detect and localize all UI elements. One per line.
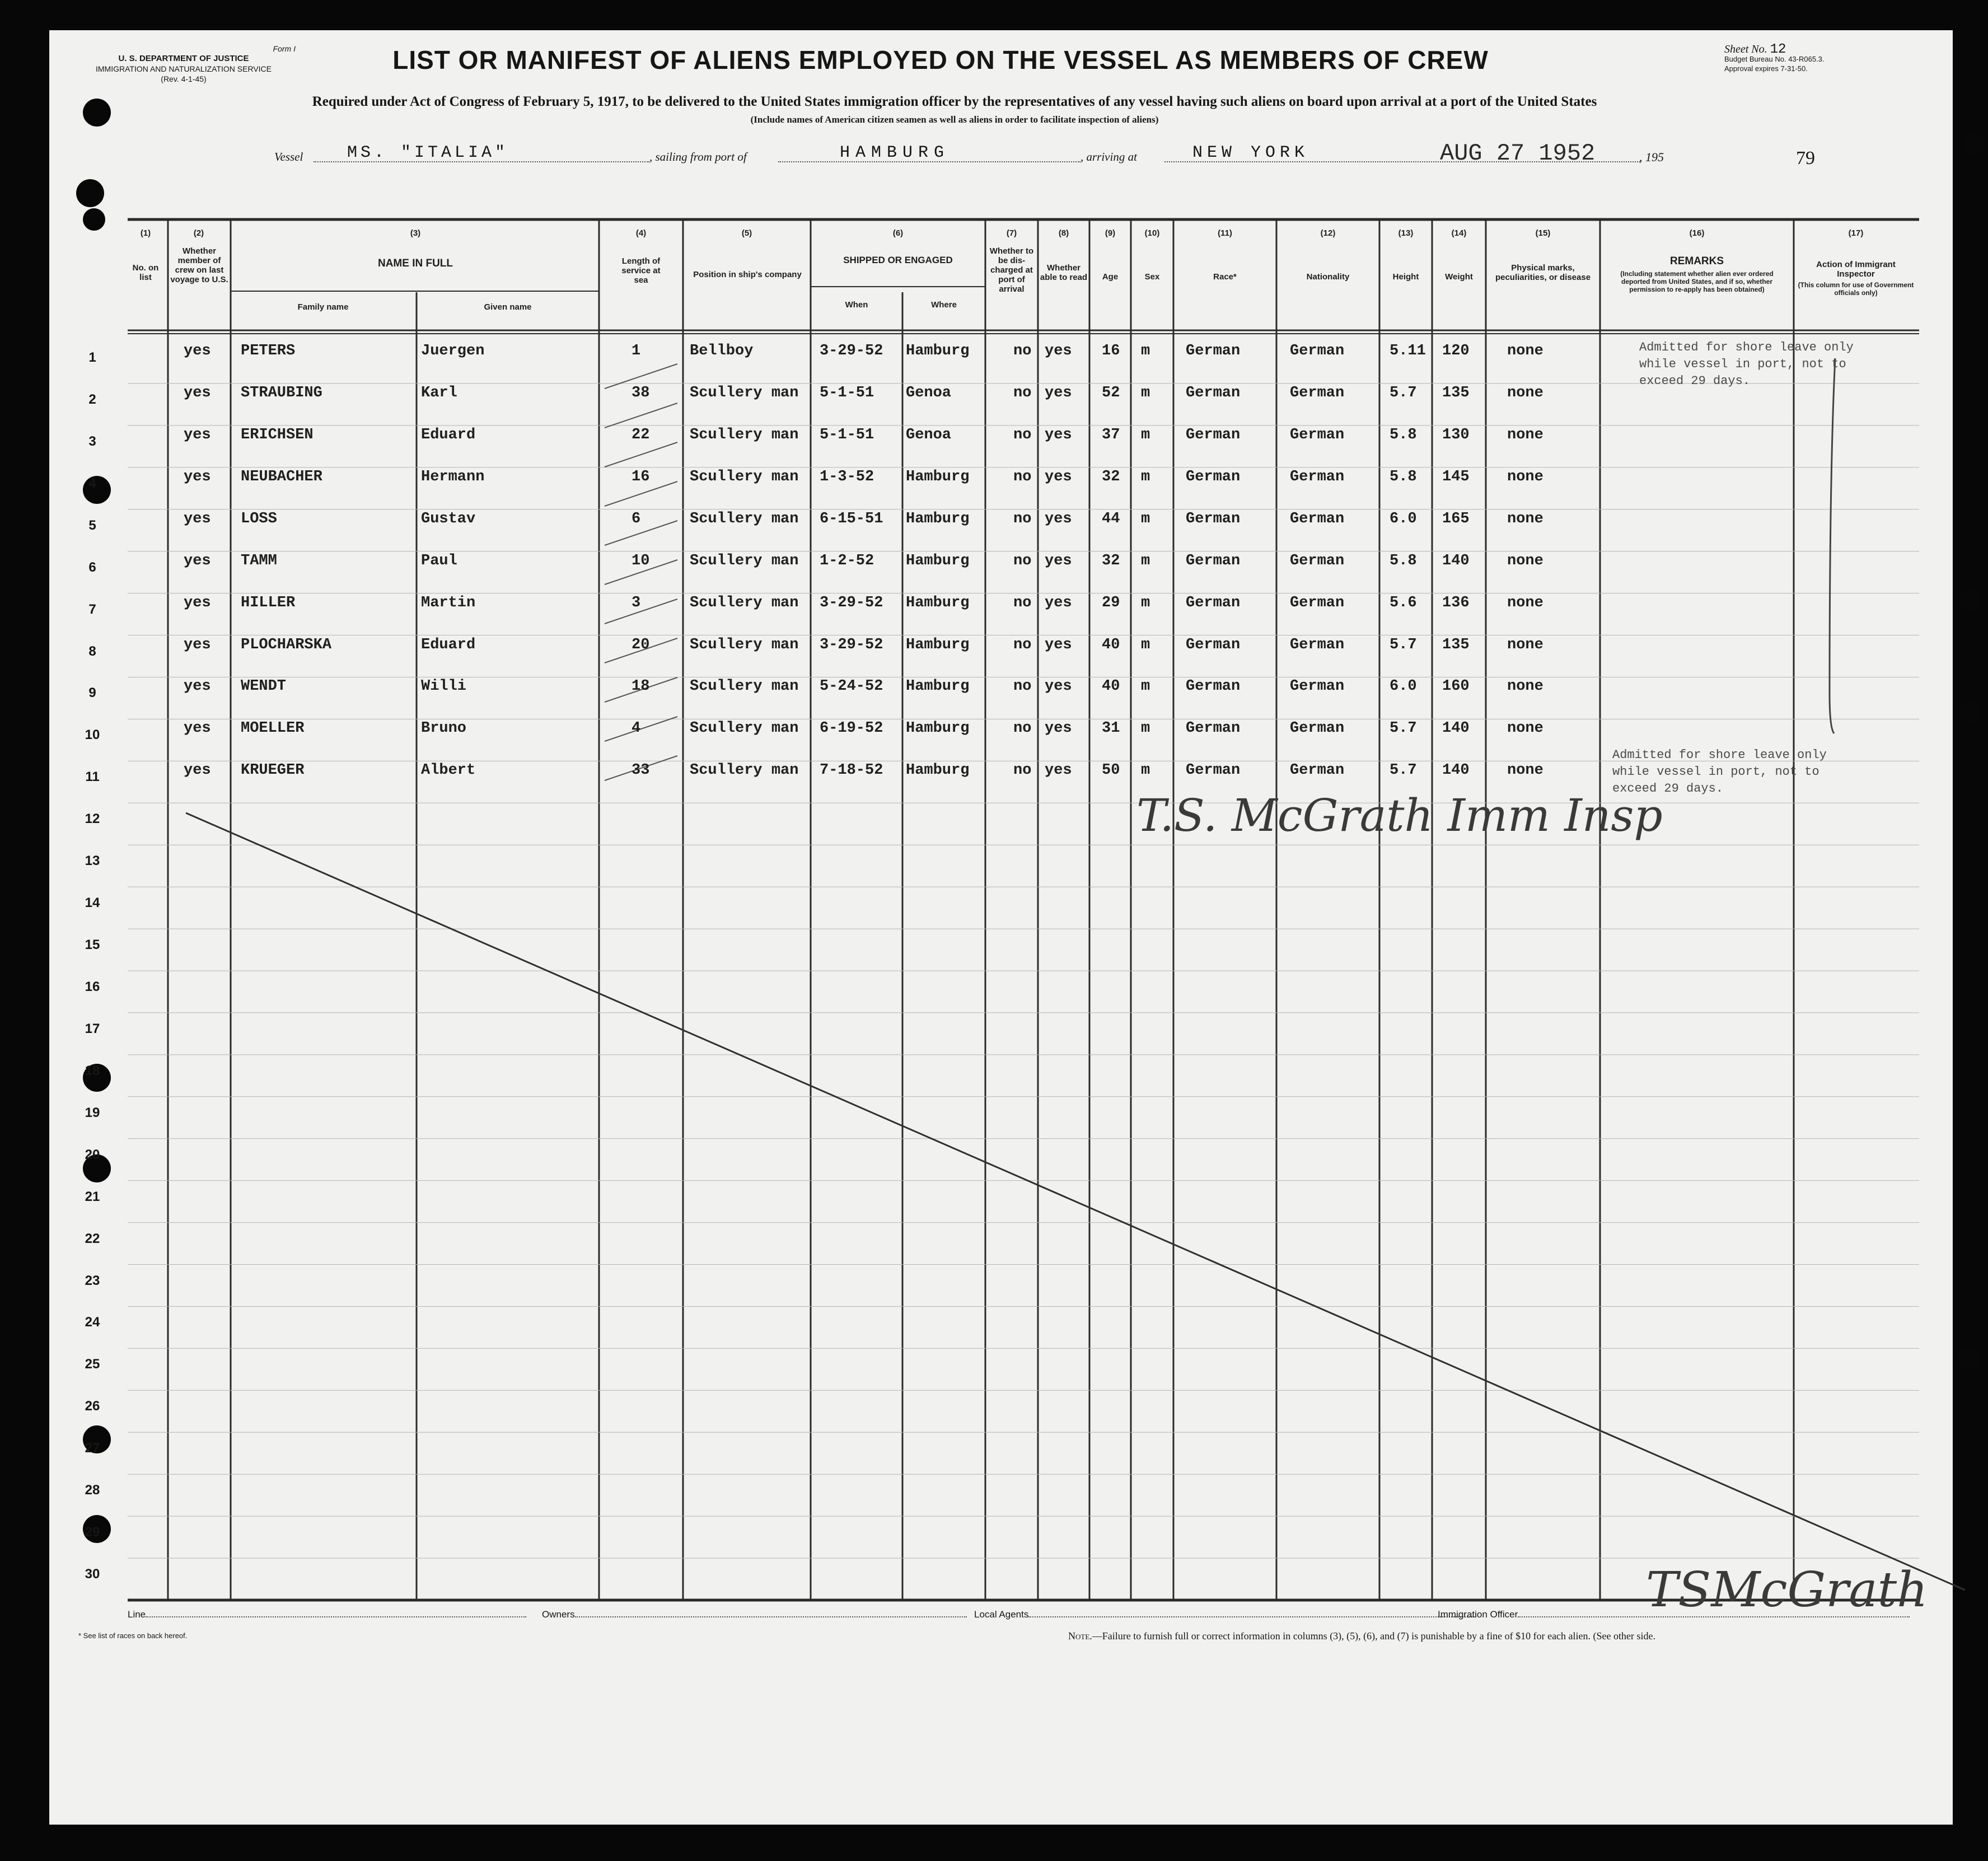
row-number: 5	[88, 517, 96, 533]
col-1-number: (1)	[140, 228, 151, 238]
weight: 120	[1442, 343, 1470, 359]
nationality: German	[1290, 510, 1345, 527]
able-to-read: yes	[1045, 426, 1072, 443]
col-15-number: (15)	[1535, 228, 1551, 238]
given-name: Bruno	[421, 720, 467, 737]
row-number: 13	[85, 853, 100, 869]
col-physical: Physical marks, peculiarities, or disease	[1495, 263, 1591, 282]
col-12-number: (12)	[1320, 228, 1336, 238]
col-action: Action of Immigrant Inspector	[1816, 260, 1896, 279]
col-nationality: Nationality	[1306, 272, 1350, 282]
age: 40	[1102, 678, 1120, 695]
row-number: 11	[85, 769, 100, 785]
tally-stroke	[605, 403, 677, 428]
row-number: 1	[88, 350, 96, 365]
race: German	[1186, 552, 1241, 569]
row-number: 24	[85, 1315, 100, 1330]
col-when: When	[845, 300, 868, 310]
col-age: Age	[1102, 272, 1119, 282]
race: German	[1186, 510, 1241, 527]
age: 29	[1102, 594, 1120, 611]
length-of-service: 10	[632, 552, 650, 569]
able-to-read: yes	[1045, 552, 1072, 569]
row-number: 9	[88, 685, 96, 701]
col-no-on-list: No. on list	[132, 263, 159, 282]
row-number: 28	[85, 1483, 100, 1498]
to-be-discharged: no	[1013, 552, 1032, 569]
row-number: 16	[85, 979, 100, 994]
note-text: —Failure to furnish full or correct information in columns (3), (5), (6), and (7) is punishable by a fine of $10 for each alien. (See other side.	[1092, 1630, 1655, 1642]
approval-expiry: Approval expires 7-31-50.	[1724, 64, 1808, 73]
race: German	[1186, 384, 1241, 401]
row-number: 17	[85, 1021, 100, 1036]
col-name-in-full: NAME IN FULL	[377, 258, 453, 269]
engaged-date: 5-1-51	[820, 384, 874, 401]
sheet-number: 12	[1770, 42, 1786, 57]
engaged-date: 3-29-52	[820, 594, 883, 611]
col-position: Position in ship's company	[693, 270, 802, 279]
row-number: 29	[85, 1525, 100, 1540]
budget-bureau: Budget Bureau No. 43-R065.3.	[1724, 55, 1825, 63]
crew-member-yes: yes	[184, 426, 211, 443]
race: German	[1186, 426, 1241, 443]
row-number: 4	[88, 475, 96, 491]
length-of-service: 3	[632, 594, 641, 611]
age: 16	[1102, 343, 1120, 359]
nationality: German	[1290, 552, 1345, 569]
sex: m	[1141, 678, 1150, 695]
engaged-port: Hamburg	[906, 762, 970, 779]
length-of-service: 1	[632, 343, 641, 359]
footer-agents	[974, 1609, 1476, 1620]
sex: m	[1141, 720, 1150, 737]
col-where: Where	[931, 300, 957, 310]
nationality: German	[1290, 468, 1345, 485]
row-number: 14	[85, 895, 100, 911]
col-14-number: (14)	[1451, 228, 1467, 238]
age: 40	[1102, 636, 1120, 653]
sailing-label: , sailing from port of	[649, 150, 747, 163]
port-from: HAMBURG	[840, 143, 950, 162]
able-to-read: yes	[1045, 678, 1072, 695]
able-to-read: yes	[1045, 510, 1072, 527]
engaged-port: Hamburg	[906, 720, 970, 737]
family-name: KRUEGER	[241, 762, 305, 779]
physical-marks: none	[1507, 384, 1543, 401]
given-name: Martin	[421, 594, 476, 611]
port-to: NEW YORK	[1192, 143, 1309, 162]
family-name: WENDT	[241, 678, 287, 695]
col-6-number: (6)	[892, 228, 904, 238]
nationality: German	[1290, 720, 1345, 737]
row-number: 19	[85, 1105, 100, 1120]
col-discharged: Whether to be dis-charged at port of arrival	[989, 246, 1034, 294]
race: German	[1186, 720, 1241, 737]
nationality: German	[1290, 426, 1345, 443]
weight: 165	[1442, 510, 1470, 527]
race: German	[1186, 636, 1241, 653]
engaged-date: 6-15-51	[820, 510, 883, 527]
physical-marks: none	[1507, 636, 1543, 653]
physical-marks: none	[1507, 762, 1543, 779]
sex: m	[1141, 636, 1150, 653]
sex: m	[1141, 594, 1150, 611]
crew-member-yes: yes	[184, 762, 211, 779]
ship-position: Scullery man	[690, 510, 799, 527]
arriving-label: , arriving at	[1080, 150, 1137, 163]
length-of-service: 18	[632, 678, 650, 695]
col-9-number: (9)	[1105, 228, 1116, 238]
col-member: Whether member of crew on last voyage to U.S.	[170, 246, 228, 284]
ship-position: Scullery man	[690, 636, 799, 653]
weight: 130	[1442, 426, 1470, 443]
engaged-date: 1-3-52	[820, 468, 874, 485]
nationality: German	[1290, 678, 1345, 695]
col-height: Height	[1392, 272, 1419, 282]
able-to-read: yes	[1045, 762, 1072, 779]
col-race: Race*	[1213, 272, 1237, 282]
able-to-read: yes	[1045, 343, 1072, 359]
vessel-name: MS. "ITALIA"	[347, 143, 509, 162]
height: 6.0	[1390, 678, 1417, 695]
physical-marks: none	[1507, 552, 1543, 569]
family-name: PETERS	[241, 343, 296, 359]
nationality: German	[1290, 384, 1345, 401]
col-family-name: Family name	[297, 302, 349, 312]
agents-label: Local Agents	[974, 1609, 1029, 1620]
family-name: HILLER	[241, 594, 296, 611]
age: 50	[1102, 762, 1120, 779]
crew-member-yes: yes	[184, 720, 211, 737]
col-able-read: Whether able to read	[1040, 263, 1088, 282]
given-name: Hermann	[421, 468, 485, 485]
engaged-port: Hamburg	[906, 594, 970, 611]
crew-member-yes: yes	[184, 678, 211, 695]
owners-label: Owners	[542, 1609, 575, 1620]
remark-shore-leave-bottom: Admitted for shore leave only while vessel in port, not to exceed 29 days.	[1612, 748, 1827, 796]
crew-member-yes: yes	[184, 594, 211, 611]
sex: m	[1141, 426, 1150, 443]
row-number: 8	[88, 643, 96, 659]
col-action-sub: (This column for use of Government officials only)	[1798, 281, 1914, 297]
form-revision: (Rev. 4-1-45)	[161, 74, 207, 83]
race: German	[1186, 468, 1241, 485]
height: 5.8	[1390, 468, 1417, 485]
row-number: 21	[85, 1189, 100, 1204]
row-number: 22	[85, 1231, 100, 1246]
col-remarks-sub: (Including statement whether alien ever ordered deported from United States, and if so, whether permission to re-apply has been obtained)	[1620, 270, 1774, 293]
engaged-date: 3-29-52	[820, 636, 883, 653]
engaged-date: 7-18-52	[820, 762, 883, 779]
length-of-service: 38	[632, 384, 650, 401]
family-name: STRAUBING	[241, 384, 322, 401]
age: 32	[1102, 552, 1120, 569]
height: 5.6	[1390, 594, 1417, 611]
height: 5.11	[1390, 343, 1426, 359]
physical-marks: none	[1507, 594, 1543, 611]
able-to-read: yes	[1045, 468, 1072, 485]
to-be-discharged: no	[1013, 343, 1032, 359]
row-number: 20	[85, 1147, 100, 1162]
race: German	[1186, 594, 1241, 611]
engaged-port: Hamburg	[906, 552, 970, 569]
height: 5.7	[1390, 384, 1417, 401]
col-4-number: (4)	[635, 228, 647, 238]
col-5-number: (5)	[741, 228, 752, 238]
physical-marks: none	[1507, 343, 1543, 359]
tally-stroke	[605, 521, 677, 545]
physical-marks: none	[1507, 426, 1543, 443]
row-number: 30	[85, 1567, 100, 1582]
row-number: 6	[88, 559, 96, 575]
given-name: Gustav	[421, 510, 476, 527]
age: 37	[1102, 426, 1120, 443]
family-name: LOSS	[241, 510, 277, 527]
sex: m	[1141, 762, 1150, 779]
nationality: German	[1290, 594, 1345, 611]
crew-member-yes: yes	[184, 468, 211, 485]
ship-position: Bellboy	[690, 343, 754, 359]
physical-marks: none	[1507, 510, 1543, 527]
row-number: 15	[85, 937, 100, 953]
sex: m	[1141, 343, 1150, 359]
length-of-service: 22	[632, 426, 650, 443]
nationality: German	[1290, 343, 1345, 359]
family-name: ERICHSEN	[241, 426, 314, 443]
col-16-number: (16)	[1689, 228, 1705, 238]
vessel-label: Vessel	[274, 150, 303, 163]
length-of-service: 6	[632, 510, 641, 527]
row-number: 3	[88, 433, 96, 449]
col-remarks: REMARKS	[1669, 255, 1724, 267]
sheet-mark: 79	[1796, 148, 1815, 169]
height: 5.7	[1390, 636, 1417, 653]
to-be-discharged: no	[1013, 636, 1032, 653]
col-given-name: Given name	[484, 302, 532, 312]
race: German	[1186, 678, 1241, 695]
officer-signature: TSMcGrath	[1646, 1562, 1928, 1618]
crew-member-yes: yes	[184, 384, 211, 401]
height: 5.8	[1390, 426, 1417, 443]
weight: 140	[1442, 552, 1470, 569]
family-name: MOELLER	[241, 720, 305, 737]
given-name: Eduard	[421, 636, 476, 653]
row-number: 25	[85, 1357, 100, 1372]
given-name: Albert	[421, 762, 476, 779]
engaged-port: Genoa	[906, 384, 952, 401]
sheet-label: Sheet No.	[1724, 43, 1767, 55]
age: 44	[1102, 510, 1120, 527]
engaged-date: 3-29-52	[820, 343, 883, 359]
col-10-number: (10)	[1144, 228, 1160, 238]
row-number: 2	[88, 391, 96, 407]
physical-marks: none	[1507, 468, 1543, 485]
able-to-read: yes	[1045, 636, 1072, 653]
col-3-number: (3)	[410, 228, 421, 238]
crew-member-yes: yes	[184, 343, 211, 359]
to-be-discharged: no	[1013, 384, 1032, 401]
able-to-read: yes	[1045, 594, 1072, 611]
given-name: Eduard	[421, 426, 476, 443]
tally-stroke	[605, 599, 677, 624]
weight: 145	[1442, 468, 1470, 485]
given-name: Paul	[421, 552, 457, 569]
age: 32	[1102, 468, 1120, 485]
given-name: Willi	[421, 678, 467, 695]
col-7-number: (7)	[1006, 228, 1017, 238]
line-label: Line	[128, 1609, 146, 1620]
row-number: 27	[85, 1441, 100, 1456]
engaged-date: 5-24-52	[820, 678, 883, 695]
to-be-discharged: no	[1013, 426, 1032, 443]
to-be-discharged: no	[1013, 594, 1032, 611]
to-be-discharged: no	[1013, 510, 1032, 527]
col-weight: Weight	[1445, 272, 1473, 282]
to-be-discharged: no	[1013, 762, 1032, 779]
races-footnote: * See list of races on back hereof.	[78, 1631, 188, 1640]
row-number: 7	[88, 601, 96, 617]
nationality: German	[1290, 762, 1345, 779]
ship-position: Scullery man	[690, 720, 799, 737]
footer-officer	[1438, 1609, 1910, 1620]
family-name: PLOCHARSKA	[241, 636, 332, 653]
sex: m	[1141, 510, 1150, 527]
to-be-discharged: no	[1013, 678, 1032, 695]
row-number: 12	[85, 811, 100, 827]
family-name: NEUBACHER	[241, 468, 322, 485]
length-of-service: 20	[632, 636, 650, 653]
col-length-service: Length of service at sea	[621, 256, 661, 285]
engaged-port: Hamburg	[906, 343, 970, 359]
row-number: 23	[85, 1273, 100, 1288]
length-of-service: 4	[632, 720, 641, 737]
ship-position: Scullery man	[690, 594, 799, 611]
race: German	[1186, 343, 1241, 359]
weight: 140	[1442, 762, 1470, 779]
engaged-date: 5-1-51	[820, 426, 874, 443]
sex: m	[1141, 384, 1150, 401]
document-title: LIST OR MANIFEST OF ALIENS EMPLOYED ON THE VESSEL AS MEMBERS OF CREW	[392, 45, 1489, 74]
ship-position: Scullery man	[690, 762, 799, 779]
engaged-date: 1-2-52	[820, 552, 874, 569]
date-stamp: AUG 27 1952	[1440, 140, 1596, 167]
height: 5.7	[1390, 762, 1417, 779]
ship-position: Scullery man	[690, 678, 799, 695]
given-name: Karl	[421, 384, 457, 401]
col-shipped: SHIPPED OR ENGAGED	[843, 255, 953, 265]
row-number: 10	[85, 727, 100, 743]
col-2-number: (2)	[193, 228, 204, 238]
officer-label: Immigration Officer	[1438, 1609, 1518, 1620]
ship-position: Scullery man	[690, 552, 799, 569]
physical-marks: none	[1507, 678, 1543, 695]
inspector-signature: T.S. McGrath Imm Insp	[1136, 789, 1663, 841]
height: 6.0	[1390, 510, 1417, 527]
physical-marks: none	[1507, 720, 1543, 737]
footer-line	[128, 1609, 526, 1620]
col-sex: Sex	[1144, 272, 1160, 282]
col-13-number: (13)	[1398, 228, 1414, 238]
weight: 136	[1442, 594, 1470, 611]
department-name: U. S. DEPARTMENT OF JUSTICE	[118, 54, 249, 63]
weight: 135	[1442, 384, 1470, 401]
ship-position: Scullery man	[690, 426, 799, 443]
to-be-discharged: no	[1013, 468, 1032, 485]
engaged-date: 6-19-52	[820, 720, 883, 737]
able-to-read: yes	[1045, 720, 1072, 737]
footer-owners	[542, 1609, 967, 1620]
include-statement: (Include names of American citizen seamen as well as aliens in order to facilitate inspection of aliens)	[750, 114, 1159, 125]
year-label: , 195	[1639, 150, 1664, 164]
note-label: Note.	[1068, 1630, 1092, 1642]
crew-member-yes: yes	[184, 510, 211, 527]
length-of-service: 16	[632, 468, 650, 485]
engaged-port: Hamburg	[906, 678, 970, 695]
engaged-port: Hamburg	[906, 468, 970, 485]
height: 5.8	[1390, 552, 1417, 569]
engaged-port: Hamburg	[906, 636, 970, 653]
family-name: TAMM	[241, 552, 277, 569]
length-of-service: 33	[632, 762, 650, 779]
nationality: German	[1290, 636, 1345, 653]
required-statement: Required under Act of Congress of February 5, 1917, to be delivered to the United States immigration officer by the representatives of any vessel having such aliens on board upon arrival at a port of the United States	[312, 94, 1597, 109]
service-name: IMMIGRATION AND NATURALIZATION SERVICE	[96, 64, 272, 73]
row-number: 18	[85, 1063, 100, 1078]
weight: 140	[1442, 720, 1470, 737]
penalty-note	[1068, 1630, 1655, 1642]
remark-shore-leave-top: Admitted for shore leave only while vessel in port, not to exceed 29 days.	[1639, 340, 1854, 388]
age: 52	[1102, 384, 1120, 401]
engaged-port: Genoa	[906, 426, 952, 443]
sex: m	[1141, 552, 1150, 569]
to-be-discharged: no	[1013, 720, 1032, 737]
tally-stroke	[605, 717, 677, 741]
age: 31	[1102, 720, 1120, 737]
crew-member-yes: yes	[184, 636, 211, 653]
row-number: 26	[85, 1399, 100, 1414]
given-name: Juergen	[421, 343, 485, 359]
tally-stroke	[605, 442, 677, 467]
weight: 135	[1442, 636, 1470, 653]
ship-position: Scullery man	[690, 468, 799, 485]
cancel-diagonal-line	[186, 813, 1965, 1590]
able-to-read: yes	[1045, 384, 1072, 401]
crew-member-yes: yes	[184, 552, 211, 569]
sex: m	[1141, 468, 1150, 485]
ship-position: Scullery man	[690, 384, 799, 401]
height: 5.7	[1390, 720, 1417, 737]
weight: 160	[1442, 678, 1470, 695]
col-8-number: (8)	[1058, 228, 1069, 238]
col-17-number: (17)	[1848, 228, 1864, 238]
engaged-port: Hamburg	[906, 510, 970, 527]
race: German	[1186, 762, 1241, 779]
form-number: Form I	[273, 44, 296, 53]
col-11-number: (11)	[1218, 228, 1232, 238]
